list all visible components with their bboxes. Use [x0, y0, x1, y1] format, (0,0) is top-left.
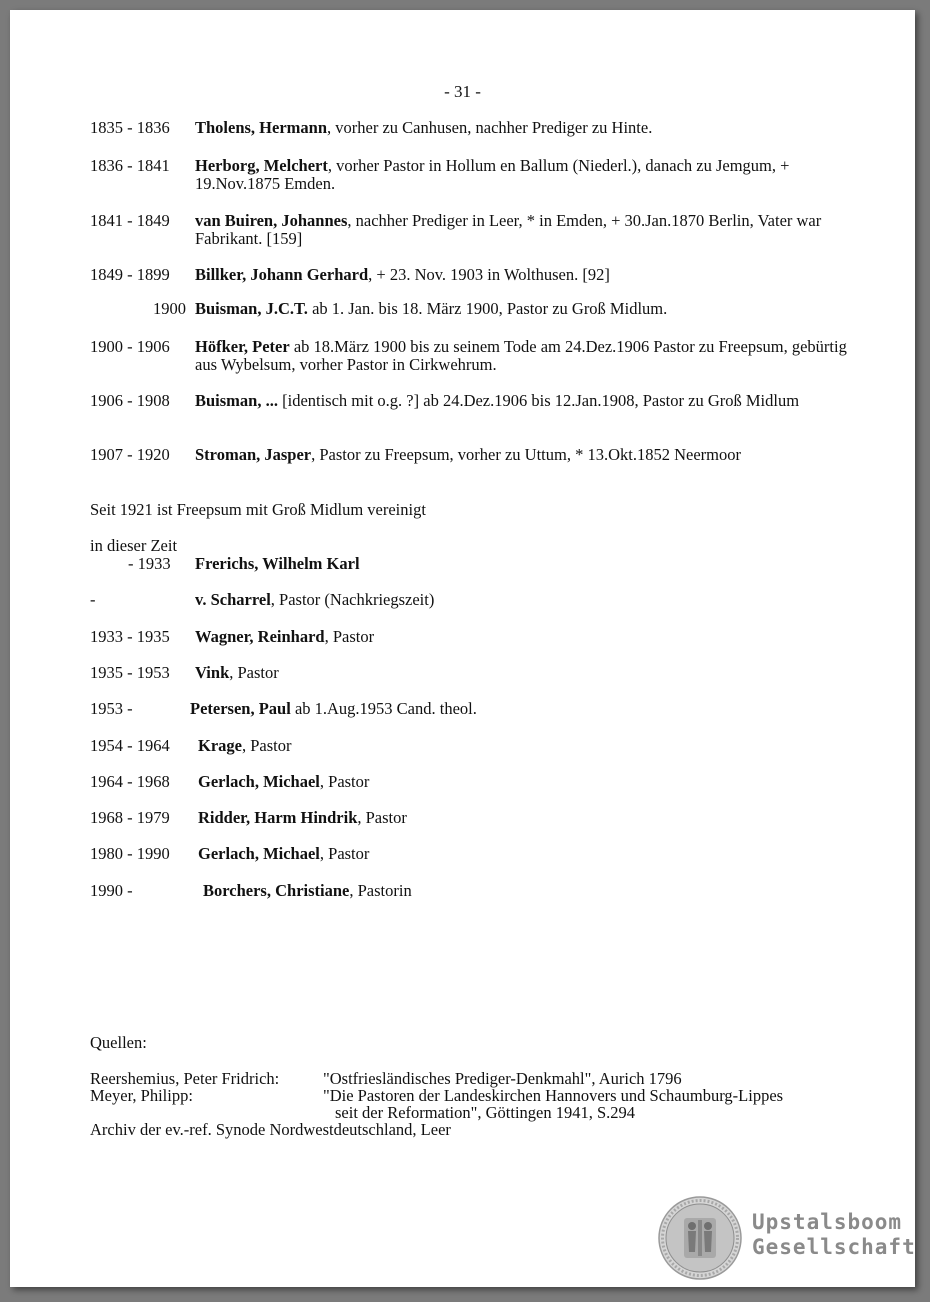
entry-years: 1906 - 1908	[90, 391, 170, 410]
entry-name: Gerlach, Michael	[198, 772, 320, 791]
entry-text: , Pastor (Nachkriegszeit)	[270, 590, 435, 609]
entry-name: Krage	[198, 736, 242, 755]
pastor-entry	[90, 664, 850, 682]
entry-text: , nachher Prediger in Leer, * in Emden, + 30.Jan.1870 Berlin, Vater war Fabrikant. [159]	[195, 211, 822, 248]
pastor-entry	[90, 555, 850, 573]
entry-text: , Pastor	[319, 844, 370, 863]
entry-text: , vorher Pastor in Hollum en Ballum (Niederl.), danach zu Jemgum, + 19.Nov.1875 Emden.	[195, 156, 790, 193]
source-title: "Die Pastoren der Landeskirchen Hannovers und Schaumburg-Lippes	[323, 1086, 784, 1105]
document-page	[10, 10, 915, 1287]
source-archive: Archiv der ev.-ref. Synode Nordwestdeutschland, Leer	[90, 1120, 451, 1139]
pastor-entry	[90, 628, 850, 646]
pastor-entry	[90, 392, 850, 410]
sources-heading: Quellen:	[90, 1033, 147, 1052]
entry-years: 1907 - 1920	[90, 445, 170, 464]
page-number: - 31 -	[444, 82, 481, 101]
entry-name: Buisman, ...	[195, 391, 278, 410]
entry-years: 1900	[153, 299, 186, 318]
entry-text: [identisch mit o.g. ?] ab 24.Dez.1906 bis 12.Jan.1908, Pastor zu Groß Midlum	[277, 391, 800, 410]
source-author: Reershemius, Peter Fridrich:	[90, 1069, 280, 1088]
entry-years: 1835 - 1836	[90, 118, 170, 137]
source-author: Meyer, Philipp:	[90, 1086, 193, 1105]
entry-text: ab 1. Jan. bis 18. März 1900, Pastor zu Groß Midlum.	[307, 299, 668, 318]
pastor-entry	[90, 737, 850, 755]
pastor-entry	[90, 300, 850, 318]
pastor-entry	[90, 700, 850, 718]
pastor-entry	[90, 266, 850, 284]
entry-name: Herborg, Melchert	[195, 156, 328, 175]
pastor-entry	[90, 338, 850, 374]
entry-text: , Pastor	[357, 808, 407, 827]
entry-text: , Pastor zu Freepsum, vorher zu Uttum, * 13.Okt.1852 Neermoor	[311, 445, 741, 464]
entry-text: , Pastor	[241, 736, 292, 755]
pastor-entry	[90, 773, 850, 791]
entry-name: van Buiren, Johannes	[195, 211, 348, 230]
entry-years: 1953 -	[90, 699, 133, 718]
entry-years: 1841 - 1849	[90, 211, 170, 230]
entry-years: 1990 -	[90, 881, 133, 900]
in-dieser-zeit-label: in dieser Zeit	[90, 536, 178, 555]
entry-text: , vorher zu Canhusen, nachher Prediger zu Hinte.	[327, 118, 653, 137]
entry-name: Wagner, Reinhard	[195, 627, 325, 646]
entry-text: , Pastorin	[349, 881, 412, 900]
entry-years: 1968 - 1979	[90, 808, 170, 827]
entry-text: , Pastor	[324, 627, 375, 646]
entry-years: - 1933	[128, 554, 171, 573]
entry-name: Tholens, Hermann	[195, 118, 328, 137]
society-seal-logo	[658, 1196, 742, 1280]
brand-line-1: Upstalsboom	[752, 1210, 903, 1234]
entry-years: 1935 - 1953	[90, 663, 170, 682]
union-note: Seit 1921 ist Freepsum mit Groß Midlum vereinigt	[90, 500, 426, 519]
entry-name: Buisman, J.C.T.	[195, 299, 308, 318]
entry-years: 1836 - 1841	[90, 156, 170, 175]
entry-text: ab 1.Aug.1953 Cand. theol.	[290, 699, 477, 718]
pastor-entry	[90, 882, 850, 900]
entry-name: Höfker, Peter	[195, 337, 290, 356]
pastor-entry	[90, 212, 850, 248]
brand-line-2: Gesellschaft	[752, 1235, 916, 1259]
entry-years: -	[90, 590, 96, 609]
pastor-entry	[90, 591, 850, 609]
entry-years: 1964 - 1968	[90, 772, 170, 791]
entry-name: Borchers, Christiane	[203, 881, 350, 900]
entry-name: Frerichs, Wilhelm Karl	[195, 554, 360, 573]
entry-name: Billker, Johann Gerhard	[195, 265, 369, 284]
entry-text: , Pastor	[319, 772, 370, 791]
entry-years: 1954 - 1964	[90, 736, 170, 755]
pastor-entry	[90, 157, 850, 193]
entry-name: Petersen, Paul	[190, 699, 291, 718]
entry-name: Ridder, Harm Hindrik	[198, 808, 358, 827]
pastor-entry	[90, 119, 850, 137]
entry-text: ab 18.März 1900 bis zu seinem Tode am 24.Dez.1906 Pastor zu Freepsum, gebürtig aus Wybelsum, vorher Pastor in Cirkwehrum.	[195, 337, 847, 374]
society-brand	[752, 1210, 916, 1260]
pastor-entry	[90, 446, 850, 464]
source-title: "Ostfriesländisches Prediger-Denkmahl", Aurich 1796	[323, 1069, 682, 1088]
source-title-continued: seit der Reformation", Göttingen 1941, S.294	[335, 1103, 636, 1122]
entry-years: 1980 - 1990	[90, 844, 170, 863]
entry-name: v. Scharrel	[195, 590, 271, 609]
entry-text: , + 23. Nov. 1903 in Wolthusen. [92]	[368, 265, 610, 284]
entry-text: , Pastor	[229, 663, 279, 682]
entry-name: Vink	[195, 663, 230, 682]
entry-name: Stroman, Jasper	[195, 445, 312, 464]
pastor-entry	[90, 845, 850, 863]
entry-name: Gerlach, Michael	[198, 844, 320, 863]
entry-years: 1849 - 1899	[90, 265, 170, 284]
entry-years: 1933 - 1935	[90, 627, 170, 646]
entry-years: 1900 - 1906	[90, 337, 170, 356]
pastor-entry	[90, 809, 850, 827]
